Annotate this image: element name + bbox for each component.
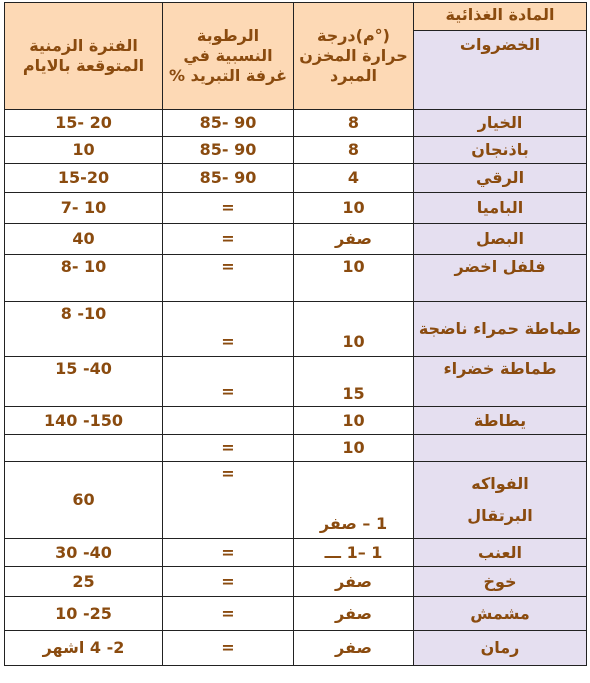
- humidity-cell: =: [163, 193, 294, 224]
- header-period: [5, 3, 163, 110]
- temperature-cell: 8: [294, 137, 414, 164]
- table-row: [5, 137, 587, 164]
- table-row: [5, 462, 587, 539]
- table-row: [5, 255, 587, 302]
- item-cell: [414, 462, 587, 539]
- period-cell: 140 -150: [5, 407, 163, 435]
- temperature-cell: 10: [294, 435, 414, 462]
- item-cell: الرقي: [414, 164, 587, 193]
- table-row: [5, 110, 587, 137]
- humidity-cell: =: [163, 462, 294, 539]
- temperature-cell: 1 – صفر: [294, 462, 414, 539]
- header-item: [414, 3, 587, 110]
- item-cell: باذنجان: [414, 137, 587, 164]
- period-cell: [5, 435, 163, 462]
- temperature-cell: 10: [294, 407, 414, 435]
- period-cell: 7- 10: [5, 193, 163, 224]
- table-row: [5, 539, 587, 567]
- temperature-cell: 1 –1 ـــ: [294, 539, 414, 567]
- header-row: [5, 3, 587, 110]
- item-cell: مشمش: [414, 597, 587, 631]
- humidity-cell: =: [163, 255, 294, 302]
- temperature-cell: 10: [294, 255, 414, 302]
- period-cell: 15-20: [5, 164, 163, 193]
- item-cell: فلفل اخضر: [414, 255, 587, 302]
- humidity-cell: =: [163, 597, 294, 631]
- item-cell: يطاطة: [414, 407, 587, 435]
- item-cell: الخيار: [414, 110, 587, 137]
- temperature-cell: صفر: [294, 597, 414, 631]
- table-row: [5, 597, 587, 631]
- temperature-cell: صفر: [294, 631, 414, 666]
- header-temperature-label: (°م)درجة حرارة المخزن المبرد: [299, 26, 408, 85]
- header-humidity-label: الرطوبة النسبية في غرفة التبريد %: [169, 26, 287, 85]
- table-row: [5, 407, 587, 435]
- period-cell: 15- 20: [5, 110, 163, 137]
- period-cell: 25: [5, 567, 163, 597]
- header-period-label: الفترة الزمنية المتوقعة بالايام: [22, 36, 145, 75]
- item-cell: الباميا: [414, 193, 587, 224]
- humidity-cell: 85- 90: [163, 164, 294, 193]
- header-humidity: [163, 3, 294, 110]
- humidity-cell: [163, 407, 294, 435]
- humidity-cell: =: [163, 539, 294, 567]
- table-row: [5, 435, 587, 462]
- period-cell: 10 -25: [5, 597, 163, 631]
- table-row: [5, 164, 587, 193]
- temperature-cell: 10: [294, 302, 414, 357]
- item-cell: البصل: [414, 224, 587, 255]
- period-cell: 8 -10: [5, 302, 163, 357]
- temperature-cell: 4: [294, 164, 414, 193]
- table-row: [5, 302, 587, 357]
- temperature-cell: صفر: [294, 567, 414, 597]
- period-cell: 40: [5, 224, 163, 255]
- item-orange: البرتقال: [467, 506, 533, 525]
- item-cell: [414, 435, 587, 462]
- table-row: [5, 357, 587, 407]
- item-cell: طماطة حمراء ناضجة: [414, 302, 587, 357]
- storage-table: [4, 2, 587, 666]
- humidity-cell: =: [163, 224, 294, 255]
- category-vegetables: الخضروات: [414, 31, 586, 109]
- period-cell: 2- 4 اشهر: [5, 631, 163, 666]
- temperature-cell: 15: [294, 357, 414, 407]
- table-row: [5, 567, 587, 597]
- humidity-cell: 85- 90: [163, 137, 294, 164]
- period-cell: 60: [5, 462, 163, 539]
- humidity-cell: =: [163, 435, 294, 462]
- humidity-cell: =: [163, 567, 294, 597]
- table-row: [5, 631, 587, 666]
- humidity-cell: =: [163, 631, 294, 666]
- period-cell: 10: [5, 137, 163, 164]
- temperature-cell: 10: [294, 193, 414, 224]
- humidity-cell: =: [163, 302, 294, 357]
- item-cell: العنب: [414, 539, 587, 567]
- item-cell: طماطة خضراء: [414, 357, 587, 407]
- temperature-cell: 8: [294, 110, 414, 137]
- period-cell: 30 -40: [5, 539, 163, 567]
- item-cell: رمان: [414, 631, 587, 666]
- period-cell: 15 -40: [5, 357, 163, 407]
- header-item-label: المادة الغذائية: [414, 3, 586, 31]
- header-temperature: [294, 3, 414, 110]
- table-row: [5, 224, 587, 255]
- humidity-cell: =: [163, 357, 294, 407]
- table-row: [5, 193, 587, 224]
- temperature-cell: صفر: [294, 224, 414, 255]
- item-cell: خوخ: [414, 567, 587, 597]
- category-fruits: الفواكه: [471, 474, 529, 493]
- period-cell: 8- 10: [5, 255, 163, 302]
- humidity-cell: 85- 90: [163, 110, 294, 137]
